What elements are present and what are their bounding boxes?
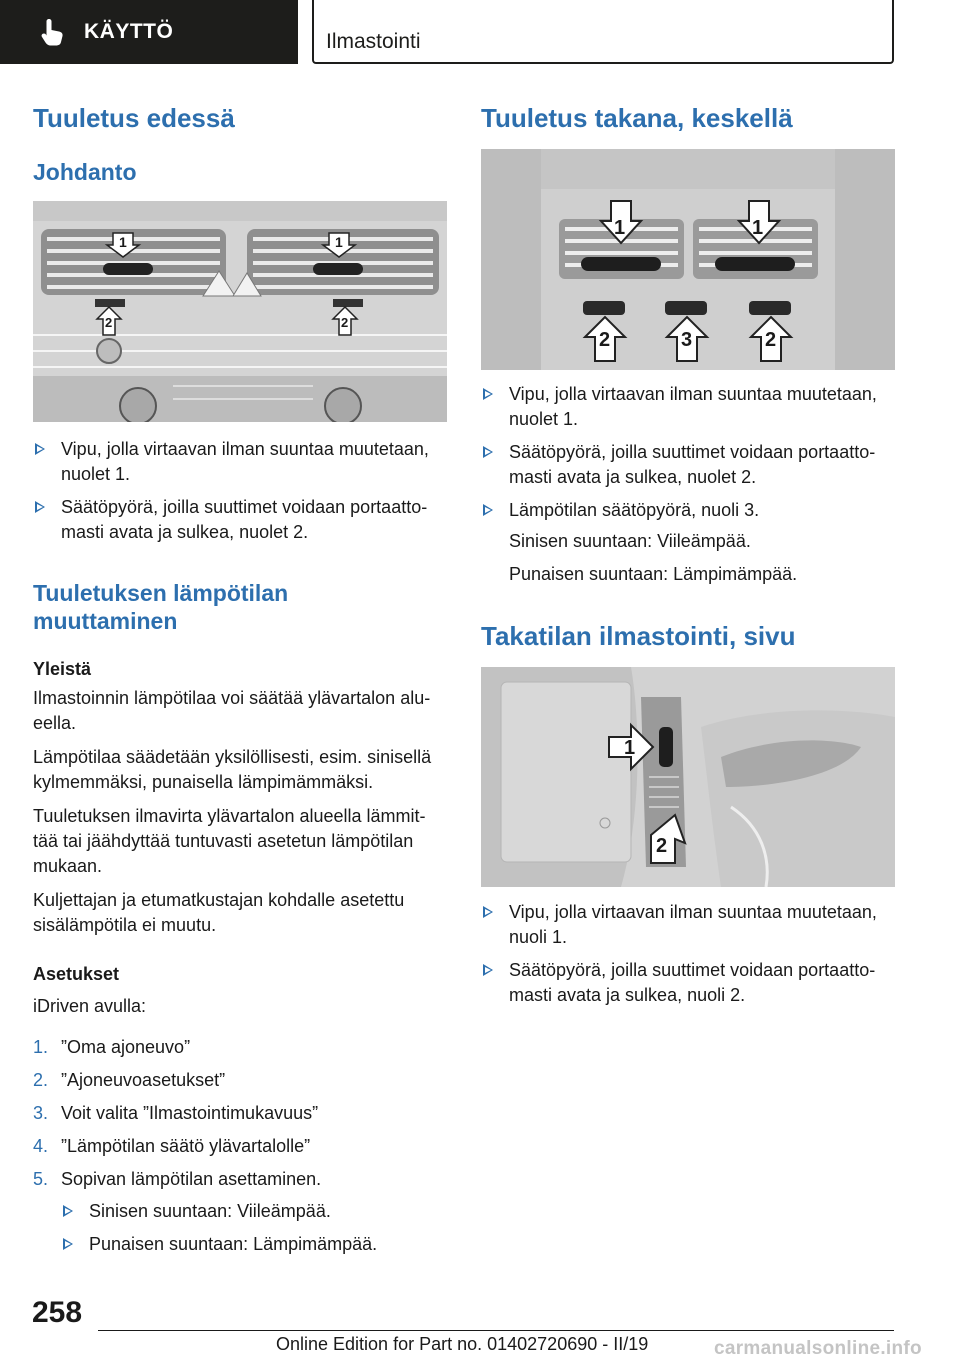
list-item: 2. ”Ajoneuvoasetukset” [33,1070,226,1090]
paragraph: Lämpötilaa säädetään yksilöllisesti, esim. sinisellä kylmemmäksi, punaisella lämpimämmäksi. [33,747,432,792]
callout-1b: 1 [335,234,343,250]
idrive-intro: iDriven avulla: [33,996,147,1016]
list-item: Säätöpyörä, joilla suuttimet voidaan portaatto‐ masti avata ja sulkea, nuolet 2. [33,495,447,545]
front-vent-bullets [33,437,447,553]
rear-side-bullets [481,900,895,1016]
settings-steps [33,1035,447,1200]
list-item: Säätöpyörä, joilla suuttimet voidaan portaatto‐ masti avata ja sulkea, nuolet 2. [481,440,895,490]
paragraph: Kuljettajan ja etumatkustajan kohdalle asetettu sisälämpötila ei muutu. [33,890,405,935]
blue-direction-note: Sinisen suuntaan: Viileämpää. [509,531,751,551]
figure-front-vents [33,201,447,422]
rear-center-bullets [481,382,895,531]
callout-3: 3 [681,329,693,351]
chapter-title: Ilmastointi [326,30,421,53]
subheading-introduction: Johdanto [33,159,137,185]
heading-rear-center-ventilation: Tuuletus takana, keskellä [481,103,793,133]
callout-2b: 2 [341,315,349,330]
hand-pointer-icon [40,17,66,47]
callout-1b: 1 [752,217,764,239]
bullet-triangle-icon [483,446,493,458]
bullet-triangle-icon [35,443,45,455]
figure-rear-center-vents [481,149,895,370]
bullet-triangle-icon [35,501,45,513]
bullet-triangle-icon [63,1205,73,1217]
list-item: 1. ”Oma ajoneuvo” [33,1037,191,1057]
heading-rear-side-climate: Takatilan ilmastointi, sivu [481,621,796,651]
list-item: Sinisen suuntaan: Viileämpää. [61,1199,447,1224]
list-item: Vipu, jolla virtaavan ilman suuntaa muutetaan, nuolet 1. [33,437,447,487]
callout-2a: 2 [599,329,611,351]
bullet-triangle-icon [63,1238,73,1250]
heading-general: Yleistä [33,659,92,679]
callout-1: 1 [624,737,636,759]
red-direction-note: Punaisen suuntaan: Lämpimämpää. [509,564,798,584]
paragraph: Tuuletuksen ilmavirta ylävartalon alueella lämmit‐ tää tai jäähdyttää tuntuvasti asetetun lämpötilan mukaan. [33,806,426,876]
callout-1a: 1 [119,234,127,250]
list-item: Säätöpyörä, joilla suuttimet voidaan portaatto‐ masti avata ja sulkea, nuoli 2. [481,958,895,1008]
bullet-triangle-icon [483,906,493,918]
list-item: Vipu, jolla virtaavan ilman suuntaa muutetaan, nuoli 1. [481,900,895,950]
callout-2: 2 [656,835,668,857]
bullet-triangle-icon [483,388,493,400]
section-tab [0,0,298,64]
bullet-triangle-icon [483,504,493,516]
bullet-triangle-icon [483,964,493,976]
callout-2b: 2 [765,329,777,351]
list-item: 5. Sopivan lämpötilan asettaminen. [33,1169,322,1189]
section-title: KÄYTTÖ [84,20,174,43]
callout-2a: 2 [105,315,113,330]
watermark: carmanualsonline.info [714,1338,922,1359]
callout-1a: 1 [614,217,626,239]
heading-settings: Asetukset [33,964,120,984]
temperature-substeps [61,1199,447,1265]
list-item: Punaisen suuntaan: Lämpimämpää. [61,1232,447,1257]
list-item: Vipu, jolla virtaavan ilman suuntaa muutetaan, nuolet 1. [481,382,895,432]
chapter-header [312,0,894,64]
paragraph: Ilmastoinnin lämpötilaa voi säätää ylävartalon alu‐ eella. [33,688,431,733]
list-item: 3. Voit valita ”Ilmastointimukavuus” [33,1103,319,1123]
page-number: 258 [32,1296,83,1329]
footer-edition: Online Edition for Part no. 01402720690 - II/19 [276,1334,649,1354]
figure-rear-side-vents [481,667,895,887]
subheading-temperature-change: Tuuletuksen lämpötilan muuttaminen [33,580,289,634]
heading-front-ventilation: Tuuletus edessä [33,103,235,133]
list-item: Lämpötilan säätöpyörä, nuoli 3. [481,498,895,523]
footer-divider [98,1330,894,1331]
list-item: 4. ”Lämpötilan säätö ylävartalolle” [33,1136,311,1156]
